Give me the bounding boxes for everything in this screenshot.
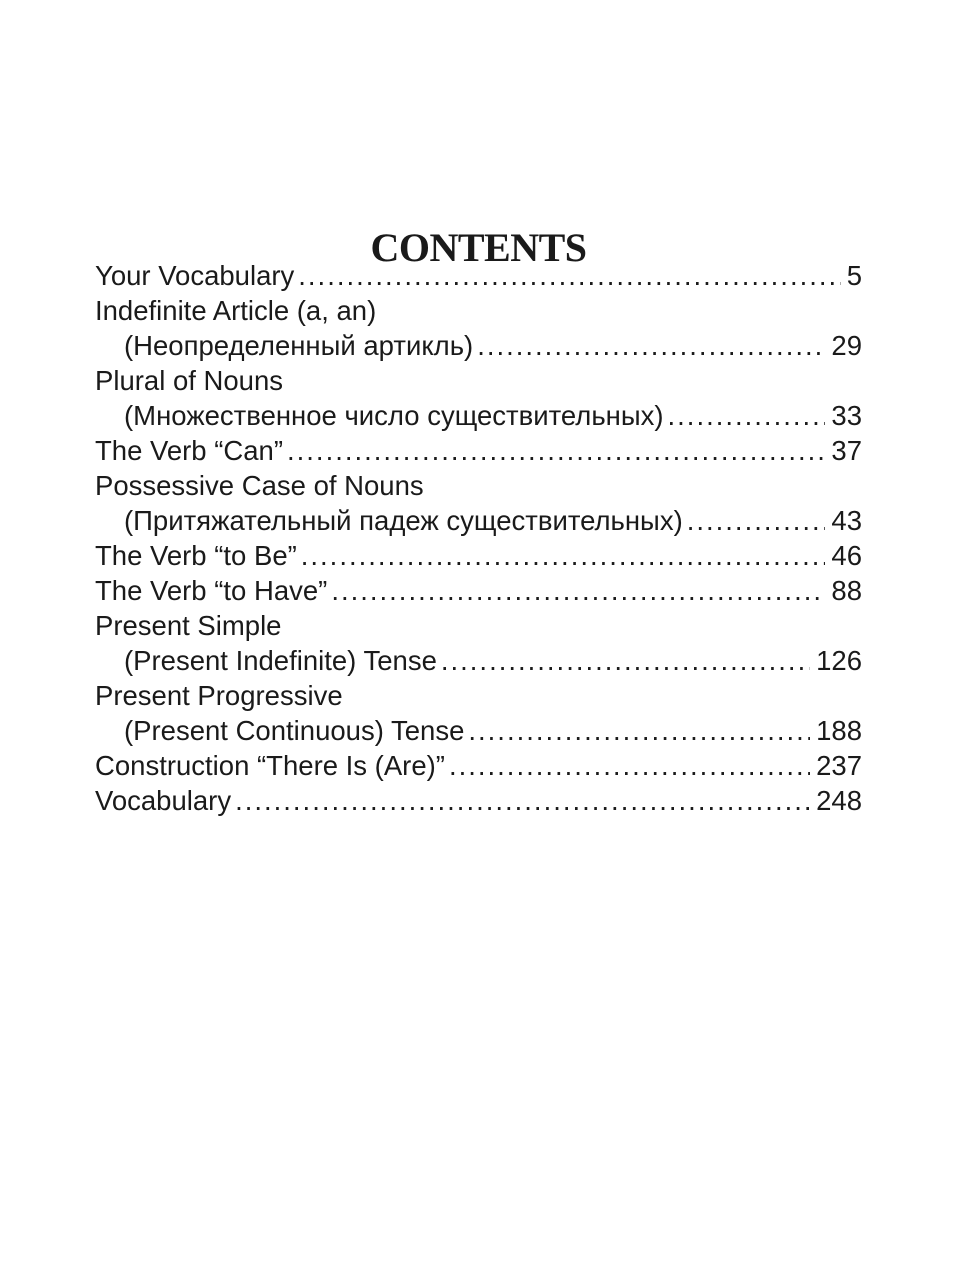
toc-page-number: 88: [831, 575, 862, 606]
toc-entry-text: The Verb “Can”: [95, 435, 284, 466]
toc-entry-subtitle-line: [95, 643, 862, 678]
toc-page-number: 188: [816, 715, 862, 746]
dot-leader: [687, 503, 826, 538]
toc-entry: [95, 573, 862, 608]
toc-entry-subtitle-line: [95, 713, 862, 748]
toc-page-number: 43: [831, 505, 862, 536]
dot-leader: [468, 713, 810, 748]
toc-entry: [95, 258, 862, 293]
toc-entry-text: (Неопределенный артикль): [124, 330, 474, 361]
toc-entry-subtitle-line: [95, 398, 862, 433]
toc-entry-title-line: [95, 783, 862, 818]
dot-leader: [449, 748, 810, 783]
dot-leader: [301, 538, 826, 573]
toc-entry: [95, 783, 862, 818]
toc-page-number: 37: [831, 435, 862, 466]
dot-leader: [235, 783, 810, 818]
toc-page-number: 33: [831, 400, 862, 431]
toc-entry-title-line: [95, 538, 862, 573]
dot-leader: [331, 573, 825, 608]
dot-leader: [441, 643, 810, 678]
toc-entry: [95, 433, 862, 468]
toc-entry: [95, 608, 862, 678]
toc-entry-title-line: [95, 258, 862, 293]
toc-entry-text: (Present Continuous) Tense: [124, 715, 465, 746]
toc-entry-title-line: [95, 468, 862, 503]
toc-entry-text: Your Vocabulary: [95, 260, 295, 291]
toc-page-number: 29: [831, 330, 862, 361]
toc-entry: [95, 468, 862, 538]
toc-entry-title-line: [95, 748, 862, 783]
toc-entry-text: Present Simple: [95, 610, 282, 641]
toc-entry-title-line: [95, 363, 862, 398]
page-title: CONTENTS: [370, 224, 587, 270]
dot-leader: [287, 433, 825, 468]
toc-entry-title-line: [95, 573, 862, 608]
toc-entry: [95, 748, 862, 783]
toc-entry-title-line: [95, 678, 862, 713]
table-of-contents: [95, 258, 862, 818]
toc-entry-text: The Verb “to Be”: [95, 540, 297, 571]
toc-page-number: 248: [816, 785, 862, 816]
toc-entry-text: Indefinite Article (a, an): [95, 295, 377, 326]
dot-leader: [477, 328, 825, 363]
toc-entry: [95, 363, 862, 433]
toc-entry-text: Vocabulary: [95, 785, 232, 816]
toc-page-number: 46: [831, 540, 862, 571]
toc-entry-title-line: [95, 293, 862, 328]
toc-entry: [95, 293, 862, 363]
toc-entry-text: (Present Indefinite) Tense: [124, 645, 437, 676]
toc-entry-text: (Множественное число существительных): [124, 400, 664, 431]
toc-entry: [95, 538, 862, 573]
toc-entry-text: Present Progressive: [95, 680, 343, 711]
toc-entry-subtitle-line: [95, 328, 862, 363]
toc-page-number: 126: [816, 645, 862, 676]
dot-leader: [298, 258, 840, 293]
toc-entry-title-line: [95, 608, 862, 643]
toc-entry-text: Plural of Nouns: [95, 365, 284, 396]
toc-entry-subtitle-line: [95, 503, 862, 538]
dot-leader: [668, 398, 826, 433]
toc-entry: [95, 678, 862, 748]
toc-entry-text: Construction “There Is (Are)”: [95, 750, 445, 781]
toc-entry-text: The Verb “to Have”: [95, 575, 328, 606]
toc-page-number: 5: [846, 260, 862, 291]
toc-entry-text: (Притяжательный падеж существительных): [124, 505, 683, 536]
toc-entry-title-line: [95, 433, 862, 468]
toc-page-number: 237: [816, 750, 862, 781]
toc-entry-text: Possessive Case of Nouns: [95, 470, 424, 501]
